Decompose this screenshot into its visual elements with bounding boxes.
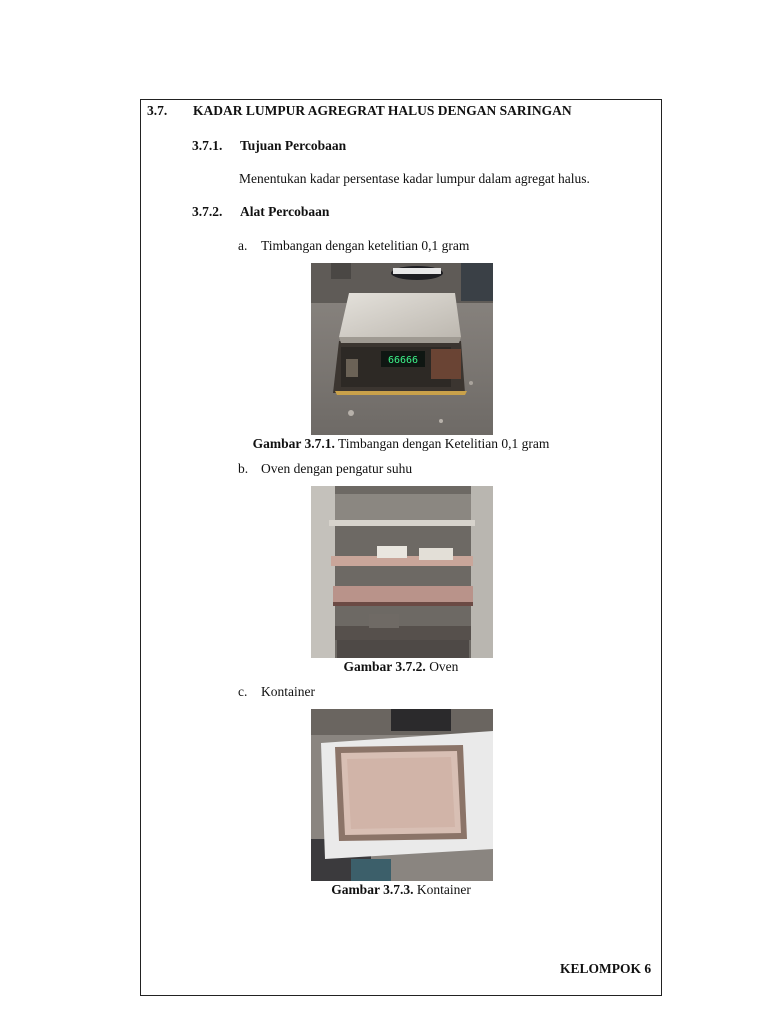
container-photo	[311, 709, 493, 881]
item-a-marker: a.	[238, 238, 248, 253]
footer-group-label: KELOMPOK 6	[560, 961, 652, 976]
sub1-text: Menentukan kadar persentase kadar lumpur dalam agregat halus.	[239, 171, 590, 186]
caption-3-text: Kontainer	[413, 882, 471, 897]
sub2-number: 3.7.2.	[192, 204, 223, 219]
section-number: 3.7.	[147, 103, 168, 118]
scale-display-digits: 66666	[387, 355, 419, 366]
caption-1	[140, 436, 662, 452]
item-b-marker: b.	[238, 461, 249, 476]
oven-photo	[311, 486, 493, 658]
item-a-label: Timbangan dengan ketelitian 0,1 gram	[261, 238, 470, 253]
caption-1-text: Timbangan dengan Ketelitian 0,1 gram	[334, 436, 550, 451]
sub1-number: 3.7.1.	[192, 138, 223, 153]
caption-2-label: Gambar 3.7.2.	[343, 659, 426, 674]
caption-3-label: Gambar 3.7.3.	[331, 882, 414, 897]
item-c-label: Kontainer	[261, 684, 315, 699]
caption-2-text: Oven	[425, 659, 459, 674]
caption-1-label: Gambar 3.7.1.	[252, 436, 335, 451]
caption-2	[140, 659, 662, 675]
sub1-title: Tujuan Percobaan	[240, 138, 347, 153]
item-b-label: Oven dengan pengatur suhu	[261, 461, 413, 476]
section-title: KADAR LUMPUR AGREGRAT HALUS DENGAN SARINGAN	[193, 103, 572, 118]
sub2-title: Alat Percobaan	[240, 204, 330, 219]
item-c-marker: c.	[238, 684, 248, 699]
scale-photo	[311, 263, 493, 435]
caption-3	[140, 882, 662, 898]
